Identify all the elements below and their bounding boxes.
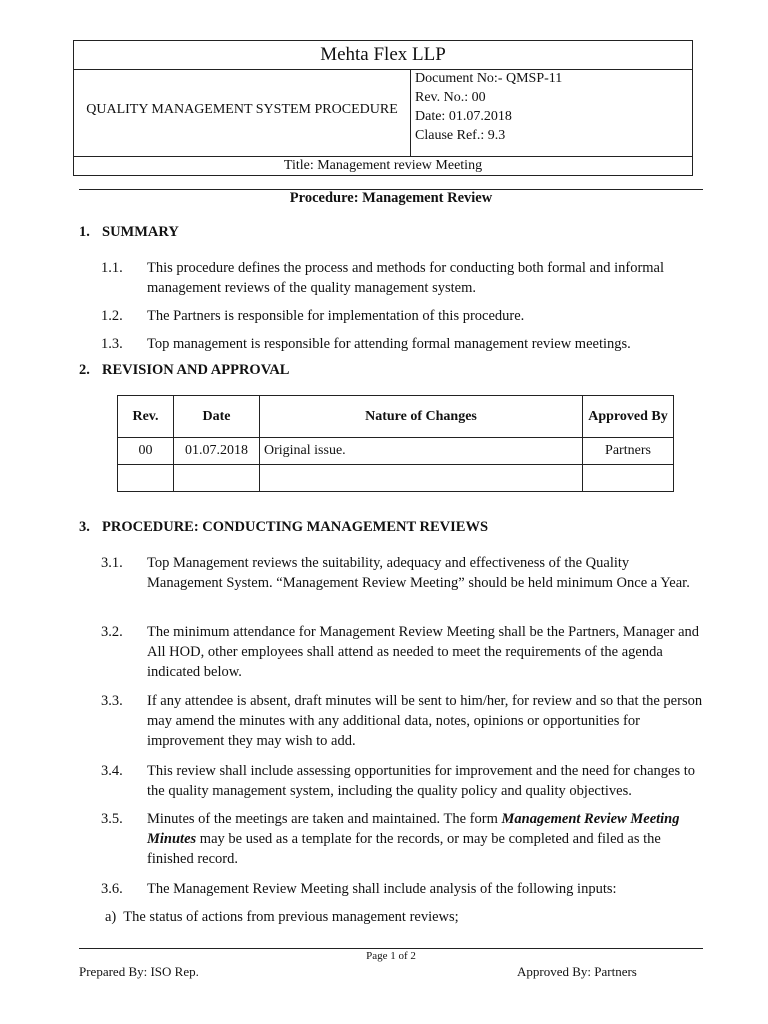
item-text: This review shall include assessing opportunities for improvement and the need for changes to the quality management system, including the quality policy and quality objectives.	[147, 763, 696, 799]
item-number: 3.6.	[101, 881, 123, 897]
table-row	[118, 465, 674, 492]
item-number: 3.4.	[101, 763, 123, 779]
revision-table	[117, 395, 674, 492]
section-number: 2.	[79, 362, 90, 378]
prepared-by: Prepared By: ISO Rep.	[79, 964, 199, 979]
table-cell	[583, 465, 674, 492]
item-text: This procedure defines the process and methods for conducting both formal and informal management reviews of the quality management system.	[147, 260, 665, 296]
item-text-before: Minutes of the meetings are taken and maintained. The form	[147, 811, 502, 827]
approved-by: Approved By: Partners	[517, 964, 637, 979]
item-letter: a)	[105, 909, 117, 925]
item-text: Top management is responsible for attending formal management review meetings.	[147, 336, 631, 352]
item-number: 3.5.	[101, 811, 123, 827]
item-text: The status of actions from previous management reviews;	[123, 909, 459, 925]
item-number: 3.3.	[101, 693, 123, 709]
document-title: Title: Management review Meeting	[74, 156, 692, 176]
table-row	[118, 438, 674, 465]
document-date: Date: 01.07.2018	[415, 109, 512, 124]
table-cell: Original issue.	[260, 438, 583, 465]
table-cell	[260, 465, 583, 492]
item-text-after: may be used as a template for the records, or may be completed and filed as the finished record.	[147, 831, 661, 867]
procedure-title: Procedure: Management Review	[289, 190, 493, 206]
page-number: Page 1 of 2	[366, 950, 416, 962]
table-cell: 01.07.2018	[174, 438, 260, 465]
footer-divider	[79, 948, 703, 949]
item-text	[147, 809, 707, 869]
item-number: 1.2.	[101, 308, 123, 324]
form-name: Management Review Meeting Minutes	[147, 811, 680, 847]
clause-reference: Clause Ref.: 9.3	[415, 128, 506, 143]
item-number: 1.3.	[101, 336, 123, 352]
item-text: The minimum attendance for Management Review Meeting shall be the Partners, Manager and All HOD, other employees shall attend as needed to meet the requirements of the agenda indicated below.	[147, 624, 700, 680]
item-number: 3.1.	[101, 555, 123, 571]
table-header-row	[118, 396, 674, 438]
item-text: The Management Review Meeting shall include analysis of the following inputs:	[147, 881, 617, 897]
item-number: 3.2.	[101, 624, 123, 640]
table-cell	[118, 465, 174, 492]
section-title: SUMMARY	[102, 224, 179, 240]
section-heading-procedure	[79, 519, 488, 536]
column-header: Nature of Changes	[260, 396, 583, 438]
section-title: PROCEDURE: CONDUCTING MANAGEMENT REVIEWS	[102, 519, 489, 535]
table-cell	[174, 465, 260, 492]
item-text: Top Management reviews the suitability, adequacy and effectiveness of the Quality Management System. “Management Review Meeting” should be held minimum Once a Year.	[147, 555, 690, 591]
document-info	[415, 69, 685, 145]
section-title: REVISION AND APPROVAL	[102, 362, 290, 378]
section-heading-revision	[79, 362, 289, 379]
table-cell: Partners	[583, 438, 674, 465]
section-number: 3.	[79, 519, 90, 535]
input-list-item	[105, 907, 459, 927]
company-name: Mehta Flex LLP	[74, 41, 692, 70]
table-cell: 00	[118, 438, 174, 465]
section-number: 1.	[79, 224, 90, 240]
item-text: The Partners is responsible for implementation of this procedure.	[147, 308, 525, 324]
column-header: Date	[174, 396, 260, 438]
document-header	[73, 40, 693, 176]
item-text: If any attendee is absent, draft minutes will be sent to him/her, for review and so that the person may amend the minutes with any additional data, notes, opinions or opportunities for improvement they may wish to add.	[147, 693, 703, 749]
document-number: Document No:- QMSP-11	[415, 71, 563, 86]
column-header: Rev.	[118, 396, 174, 438]
item-number: 1.1.	[101, 260, 123, 276]
section-heading-summary	[79, 224, 179, 241]
column-header: Approved By	[583, 396, 674, 438]
system-name: QUALITY MANAGEMENT SYSTEM PROCEDURE	[74, 70, 411, 156]
revision-number: Rev. No.: 00	[415, 90, 486, 105]
